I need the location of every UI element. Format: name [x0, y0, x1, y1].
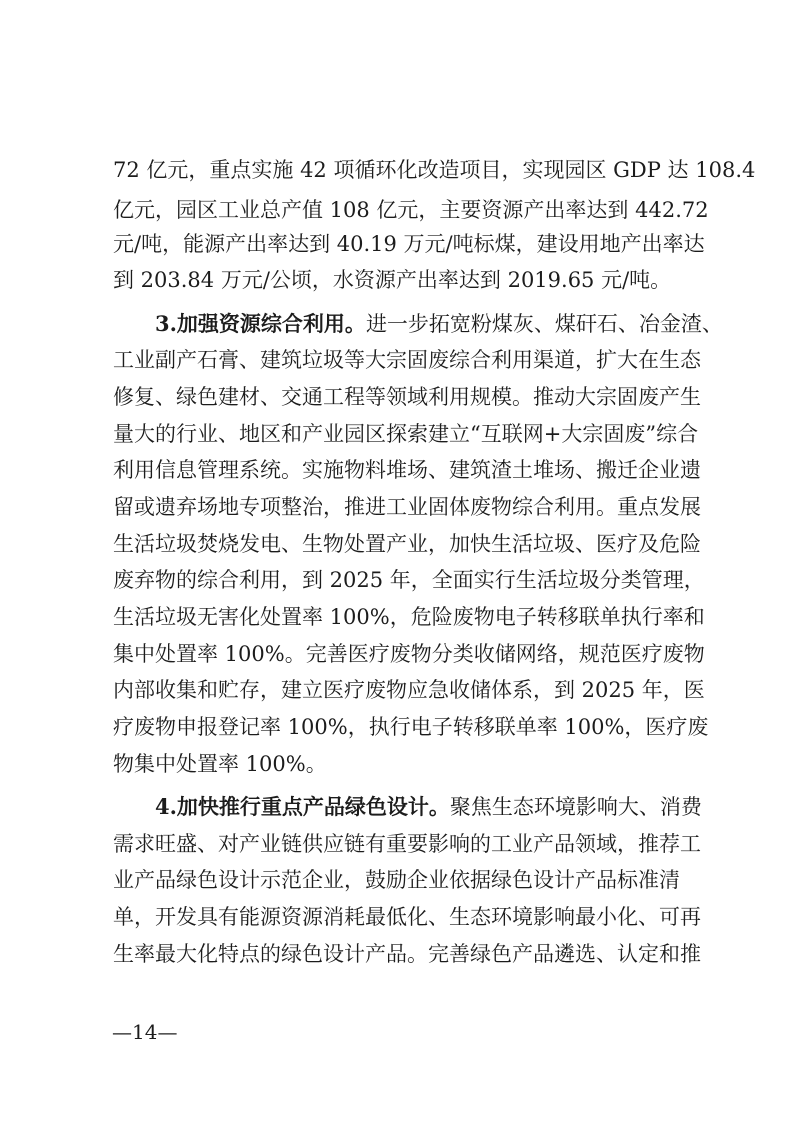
text-line — [155, 311, 723, 336]
page-number: —14— — [112, 1020, 178, 1044]
text-line: 工业副产石膏、建筑垃圾等大宗固废综合利用渠道，扩大在生态 — [113, 348, 701, 372]
text-line: 废弃物的综合利用，到 2025 年，全面实行生活垃圾分类管理， — [113, 568, 705, 592]
text-line: 需求旺盛、对产业链供应链有重要影响的工业产品领域，推荐工 — [113, 832, 701, 856]
section-heading: 4.加快推行重点产品绿色设计。 — [155, 794, 450, 819]
text-line: 生活垃圾无害化处置率 100%，危险废物电子转移联单执行率和 — [113, 605, 705, 629]
text-span: 聚焦生态环境影响大、消费 — [449, 795, 702, 819]
text-line: 集中处置率 100%。完善医疗废物分类收储网络，规范医疗废物 — [113, 642, 705, 666]
text-line: 量大的行业、地区和产业园区探索建立“互联网+大宗固废”综合 — [113, 422, 699, 446]
text-line: 利用信息管理系统。实施物料堆场、建筑渣土堆场、搬迁企业遗 — [113, 458, 701, 482]
text-line: 元/吨，能源产出率达到 40.19 万元/吨标煤，建设用地产出率达 — [113, 232, 705, 256]
text-line: 生活垃圾焚烧发电、生物处置产业，加快生活垃圾、医疗及危险 — [113, 532, 701, 556]
text-line: 生率最大化特点的绿色设计产品。完善绿色产品遴选、认定和推 — [113, 942, 701, 966]
section-heading: 3.加强资源综合利用。 — [155, 311, 366, 336]
text-line: 72 亿元，重点实施 42 项循环化改造项目，实现园区 GDP 达 108.4 — [113, 158, 756, 182]
text-line — [155, 794, 702, 819]
text-line: 修复、绿色建材、交通工程等领域利用规模。推动大宗固废产生 — [113, 385, 701, 409]
text-line: 内部收集和贮存，建立医疗废物应急收储体系，到 2025 年，医 — [113, 678, 705, 702]
text-line: 疗废物申报登记率 100%，执行电子转移联单率 100%，医疗废 — [113, 715, 709, 739]
text-line: 业产品绿色设计示范企业，鼓励企业依据绿色设计产品标准清 — [113, 868, 680, 892]
text-line: 物集中处置率 100%。 — [113, 752, 327, 776]
text-line: 到 203.84 万元/公顷，水资源产出率达到 2019.65 元/吨。 — [113, 268, 672, 292]
text-line: 留或遗弃场地专项整治，推进工业固体废物综合利用。重点发展 — [113, 495, 701, 519]
text-line: 亿元，园区工业总产值 108 亿元，主要资源产出率达到 442.72 — [113, 198, 709, 222]
text-line: 单，开发具有能源资源消耗最低化、生态环境影响最小化、可再 — [113, 905, 701, 929]
text-span: 进一步拓宽粉煤灰、煤矸石、冶金渣、 — [365, 312, 723, 336]
